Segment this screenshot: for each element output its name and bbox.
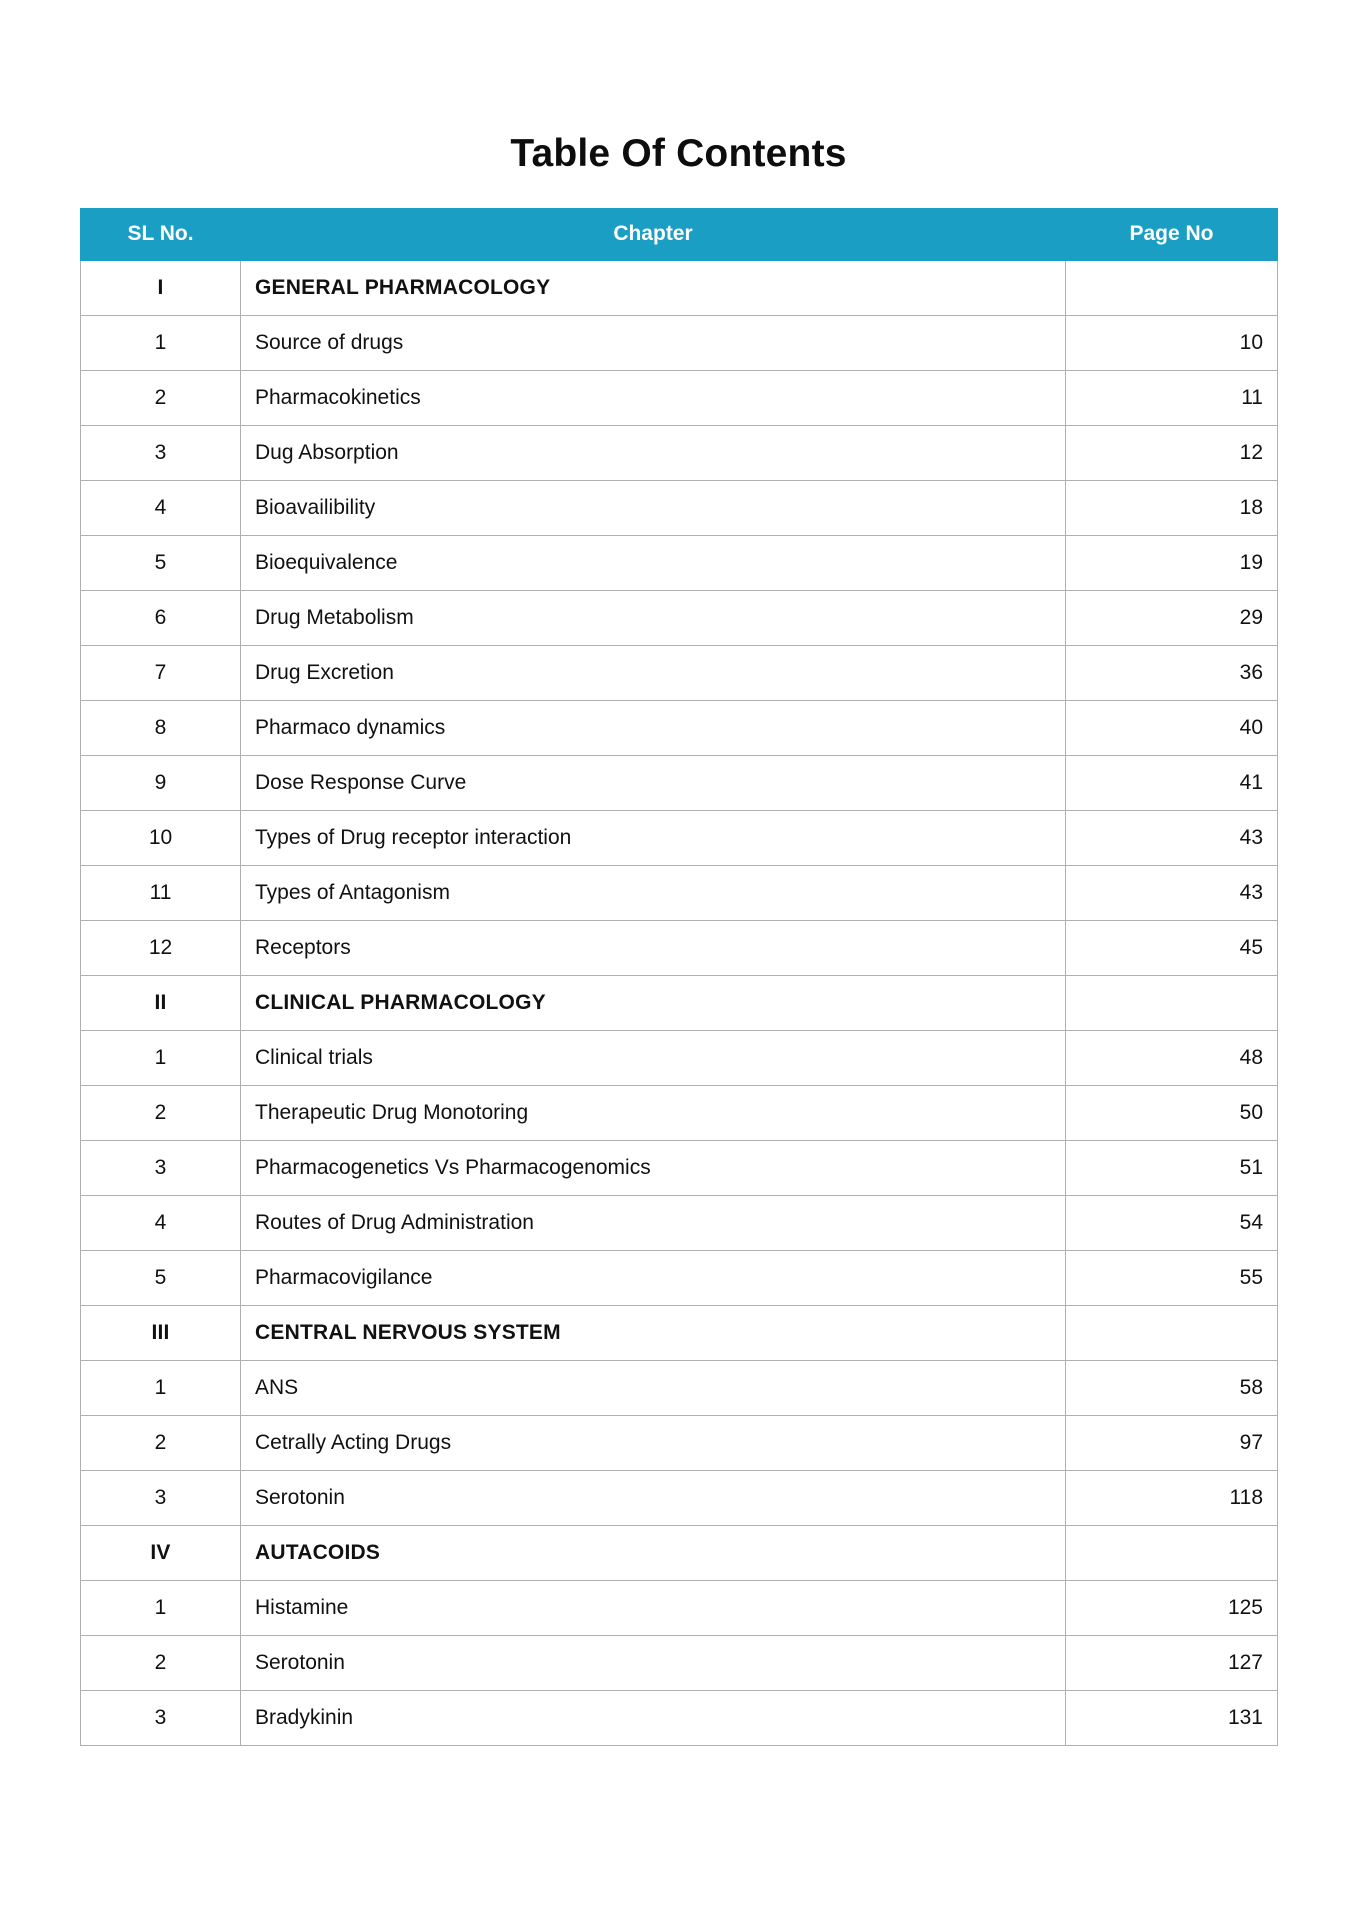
cell-sl-no: 1 <box>81 1580 241 1635</box>
cell-sl-no: 2 <box>81 1085 241 1140</box>
column-header-page-no: Page No <box>1066 208 1278 260</box>
table-row <box>81 810 1278 865</box>
cell-page-no: 11 <box>1066 370 1278 425</box>
cell-chapter: Pharmaco dynamics <box>241 700 1066 755</box>
cell-page-no: 125 <box>1066 1580 1278 1635</box>
cell-page-no: 55 <box>1066 1250 1278 1305</box>
table-row-section <box>81 1525 1278 1580</box>
table-row <box>81 590 1278 645</box>
cell-chapter: Source of drugs <box>241 315 1066 370</box>
cell-page-no: 41 <box>1066 755 1278 810</box>
table-header-row <box>81 208 1278 260</box>
table-row <box>81 480 1278 535</box>
cell-sl-no: 9 <box>81 755 241 810</box>
table-row <box>81 1030 1278 1085</box>
table-row <box>81 920 1278 975</box>
cell-chapter: CENTRAL NERVOUS SYSTEM <box>241 1305 1066 1360</box>
cell-chapter: Types of Antagonism <box>241 865 1066 920</box>
cell-chapter: Pharmacogenetics Vs Pharmacogenomics <box>241 1140 1066 1195</box>
cell-page-no: 127 <box>1066 1635 1278 1690</box>
cell-chapter: Dose Response Curve <box>241 755 1066 810</box>
column-header-sl-no: SL No. <box>81 208 241 260</box>
cell-chapter: Serotonin <box>241 1470 1066 1525</box>
cell-page-no: 12 <box>1066 425 1278 480</box>
table-row-section <box>81 1305 1278 1360</box>
table-row <box>81 865 1278 920</box>
cell-sl-no: 2 <box>81 1415 241 1470</box>
toc-table-body <box>81 260 1278 1745</box>
toc-table-header <box>81 208 1278 260</box>
cell-sl-no: 1 <box>81 315 241 370</box>
cell-sl-no: 3 <box>81 1690 241 1745</box>
cell-page-no: 97 <box>1066 1415 1278 1470</box>
cell-page-no: 19 <box>1066 535 1278 590</box>
table-row <box>81 535 1278 590</box>
cell-page-no: 58 <box>1066 1360 1278 1415</box>
cell-sl-no: 5 <box>81 1250 241 1305</box>
cell-page-no: 50 <box>1066 1085 1278 1140</box>
table-row <box>81 1580 1278 1635</box>
table-row <box>81 1250 1278 1305</box>
cell-chapter: Therapeutic Drug Monotoring <box>241 1085 1066 1140</box>
column-header-chapter: Chapter <box>241 208 1066 260</box>
cell-sl-no: 11 <box>81 865 241 920</box>
cell-chapter: AUTACOIDS <box>241 1525 1066 1580</box>
cell-chapter: Bioavailibility <box>241 480 1066 535</box>
cell-sl-no: 1 <box>81 1030 241 1085</box>
cell-page-no: 40 <box>1066 700 1278 755</box>
cell-chapter: GENERAL PHARMACOLOGY <box>241 260 1066 315</box>
cell-chapter: Types of Drug receptor interaction <box>241 810 1066 865</box>
table-row <box>81 755 1278 810</box>
cell-chapter: Pharmacovigilance <box>241 1250 1066 1305</box>
cell-page-no: 48 <box>1066 1030 1278 1085</box>
cell-page-no: 18 <box>1066 480 1278 535</box>
table-row <box>81 1085 1278 1140</box>
cell-page-no: 45 <box>1066 920 1278 975</box>
table-row <box>81 1140 1278 1195</box>
cell-chapter: Drug Metabolism <box>241 590 1066 645</box>
cell-chapter: Pharmacokinetics <box>241 370 1066 425</box>
table-of-contents <box>80 208 1277 1746</box>
cell-sl-no: 5 <box>81 535 241 590</box>
table-row <box>81 700 1278 755</box>
cell-page-no: 54 <box>1066 1195 1278 1250</box>
cell-sl-no: 7 <box>81 645 241 700</box>
cell-page-no: 36 <box>1066 645 1278 700</box>
table-row-section <box>81 260 1278 315</box>
cell-sl-no: IV <box>81 1525 241 1580</box>
cell-page-no: 43 <box>1066 810 1278 865</box>
cell-sl-no: 12 <box>81 920 241 975</box>
table-row <box>81 425 1278 480</box>
cell-page-no <box>1066 1305 1278 1360</box>
cell-sl-no: 1 <box>81 1360 241 1415</box>
cell-chapter: ANS <box>241 1360 1066 1415</box>
cell-page-no: 29 <box>1066 590 1278 645</box>
cell-sl-no: 3 <box>81 1140 241 1195</box>
table-row <box>81 1470 1278 1525</box>
cell-sl-no: 4 <box>81 1195 241 1250</box>
toc-table <box>80 208 1278 1746</box>
cell-sl-no: I <box>81 260 241 315</box>
table-row <box>81 645 1278 700</box>
table-row-section <box>81 975 1278 1030</box>
cell-sl-no: 2 <box>81 1635 241 1690</box>
cell-sl-no: 8 <box>81 700 241 755</box>
table-row <box>81 315 1278 370</box>
cell-page-no: 131 <box>1066 1690 1278 1745</box>
page-title: Table Of Contents <box>510 132 847 175</box>
table-row <box>81 1415 1278 1470</box>
cell-page-no: 51 <box>1066 1140 1278 1195</box>
table-row <box>81 1360 1278 1415</box>
cell-chapter: Receptors <box>241 920 1066 975</box>
table-row <box>81 1635 1278 1690</box>
cell-sl-no: 2 <box>81 370 241 425</box>
cell-sl-no: 3 <box>81 425 241 480</box>
cell-page-no <box>1066 1525 1278 1580</box>
cell-page-no <box>1066 975 1278 1030</box>
cell-sl-no: 4 <box>81 480 241 535</box>
cell-chapter: Dug Absorption <box>241 425 1066 480</box>
cell-chapter: Bradykinin <box>241 1690 1066 1745</box>
cell-chapter: Clinical trials <box>241 1030 1066 1085</box>
cell-chapter: Bioequivalence <box>241 535 1066 590</box>
cell-sl-no: II <box>81 975 241 1030</box>
cell-chapter: Histamine <box>241 1580 1066 1635</box>
cell-sl-no: 3 <box>81 1470 241 1525</box>
cell-chapter: Cetrally Acting Drugs <box>241 1415 1066 1470</box>
table-row <box>81 1195 1278 1250</box>
cell-chapter: Drug Excretion <box>241 645 1066 700</box>
cell-sl-no: III <box>81 1305 241 1360</box>
cell-page-no: 43 <box>1066 865 1278 920</box>
cell-chapter: Serotonin <box>241 1635 1066 1690</box>
cell-page-no: 118 <box>1066 1470 1278 1525</box>
cell-sl-no: 10 <box>81 810 241 865</box>
cell-chapter: Routes of Drug Administration <box>241 1195 1066 1250</box>
cell-page-no: 10 <box>1066 315 1278 370</box>
cell-sl-no: 6 <box>81 590 241 645</box>
table-row <box>81 1690 1278 1745</box>
cell-page-no <box>1066 260 1278 315</box>
table-row <box>81 370 1278 425</box>
cell-chapter: CLINICAL PHARMACOLOGY <box>241 975 1066 1030</box>
